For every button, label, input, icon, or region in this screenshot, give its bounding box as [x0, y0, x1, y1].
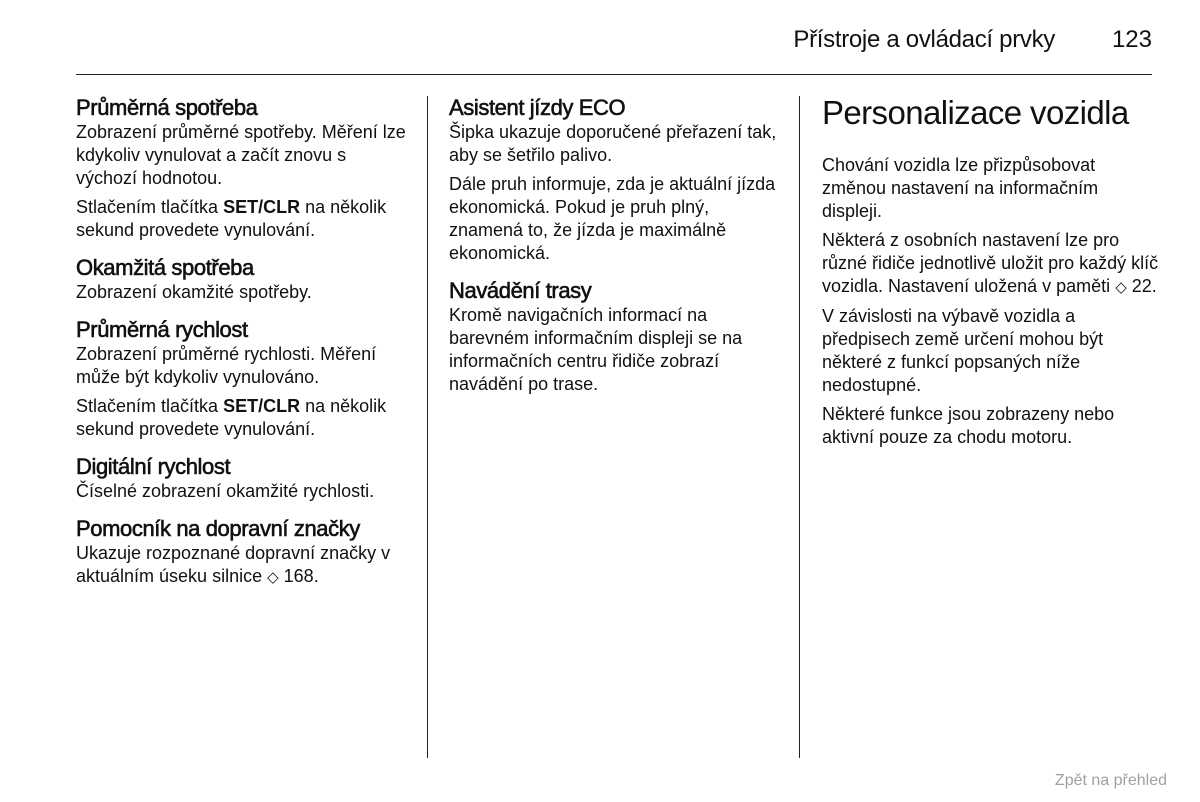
header-divider — [76, 74, 1152, 75]
right-column — [822, 94, 1162, 455]
left-column — [76, 94, 411, 601]
section-heading: Průměrná spotřeba — [76, 95, 258, 120]
section-average-speed — [76, 316, 411, 441]
section-route-guidance — [449, 277, 784, 396]
section-heading: Pomocník na dopravní značky — [76, 516, 360, 541]
key-label: SET/CLR — [223, 396, 301, 416]
page-header-title: Přístroje a ovládací prvky — [793, 26, 1055, 53]
page-reference-icon: ◇ — [1115, 279, 1127, 296]
key-label: SET/CLR — [223, 197, 301, 217]
section-instant-consumption — [76, 254, 411, 304]
paragraph: Zobrazení průměrné spotřeby. Měření lze kdykoliv vynulovat a začít znovu s výchozí hodnotou. — [76, 122, 406, 188]
paragraph: Ukazuje rozpoznané dopravní značky v aktuálním úseku silnice ◇ 168. — [76, 543, 391, 586]
page-number: 123 — [1111, 26, 1152, 53]
page-reference-link[interactable]: 22. — [1126, 276, 1157, 296]
section-digital-speed — [76, 453, 411, 503]
column-divider-2 — [799, 96, 800, 758]
paragraph: Zobrazení okamžité spotřeby. — [76, 282, 312, 302]
section-heading: Asistent jízdy ECO — [449, 95, 626, 120]
paragraph: Chování vozidla lze přizpůsobovat změnou nastavení na informačním displeji. — [822, 155, 1099, 221]
section-traffic-sign-assistant — [76, 515, 411, 589]
section-average-consumption — [76, 94, 411, 242]
section-eco-assistant — [449, 94, 784, 265]
chapter-heading: Personalizace vozidla — [822, 94, 1129, 131]
paragraph: Stlačením tlačítka SET/CLR na několik sekund provedete vynulování. — [76, 396, 387, 439]
paragraph: Některé funkce jsou zobrazeny nebo aktivní pouze za chodu motoru. — [822, 404, 1115, 447]
paragraph: Kromě navigačních informací na barevném informačním displeji se na informačních centru řidiče zobrazí navádění po trase. — [449, 305, 743, 394]
page-reference-link[interactable]: 168. — [278, 566, 319, 586]
section-heading: Okamžitá spotřeba — [76, 255, 254, 280]
section-heading: Digitální rychlost — [76, 454, 231, 479]
paragraph: V závislosti na výbavě vozidla a předpisech země určení mohou být některé z funkcí popsaných níže nedostupné. — [822, 306, 1104, 395]
paragraph: Šipka ukazuje doporučené přeřazení tak, aby se šetřilo palivo. — [449, 122, 777, 165]
back-to-overview-link[interactable]: Zpět na přehled — [1054, 772, 1167, 789]
column-divider-1 — [427, 96, 428, 758]
paragraph: Dále pruh informuje, zda je aktuální jízda ekonomická. Pokud je pruh plný, znamená to, že jízda je maximálně ekonomická. — [449, 174, 776, 263]
middle-column — [449, 94, 784, 408]
paragraph: Číselné zobrazení okamžité rychlosti. — [76, 481, 375, 501]
page-reference-icon: ◇ — [267, 569, 279, 586]
paragraph: Některá z osobních nastavení lze pro různé řidiče jednotlivě uložit pro každý klíč vozidla. Nastavení uložená v paměti ◇ 22. — [822, 230, 1159, 296]
paragraph: Zobrazení průměrné rychlosti. Měření může být kdykoliv vynulováno. — [76, 344, 377, 387]
section-heading: Průměrná rychlost — [76, 317, 248, 342]
section-heading: Navádění trasy — [449, 278, 592, 303]
paragraph: Stlačením tlačítka SET/CLR na několik sekund provedete vynulování. — [76, 197, 387, 240]
